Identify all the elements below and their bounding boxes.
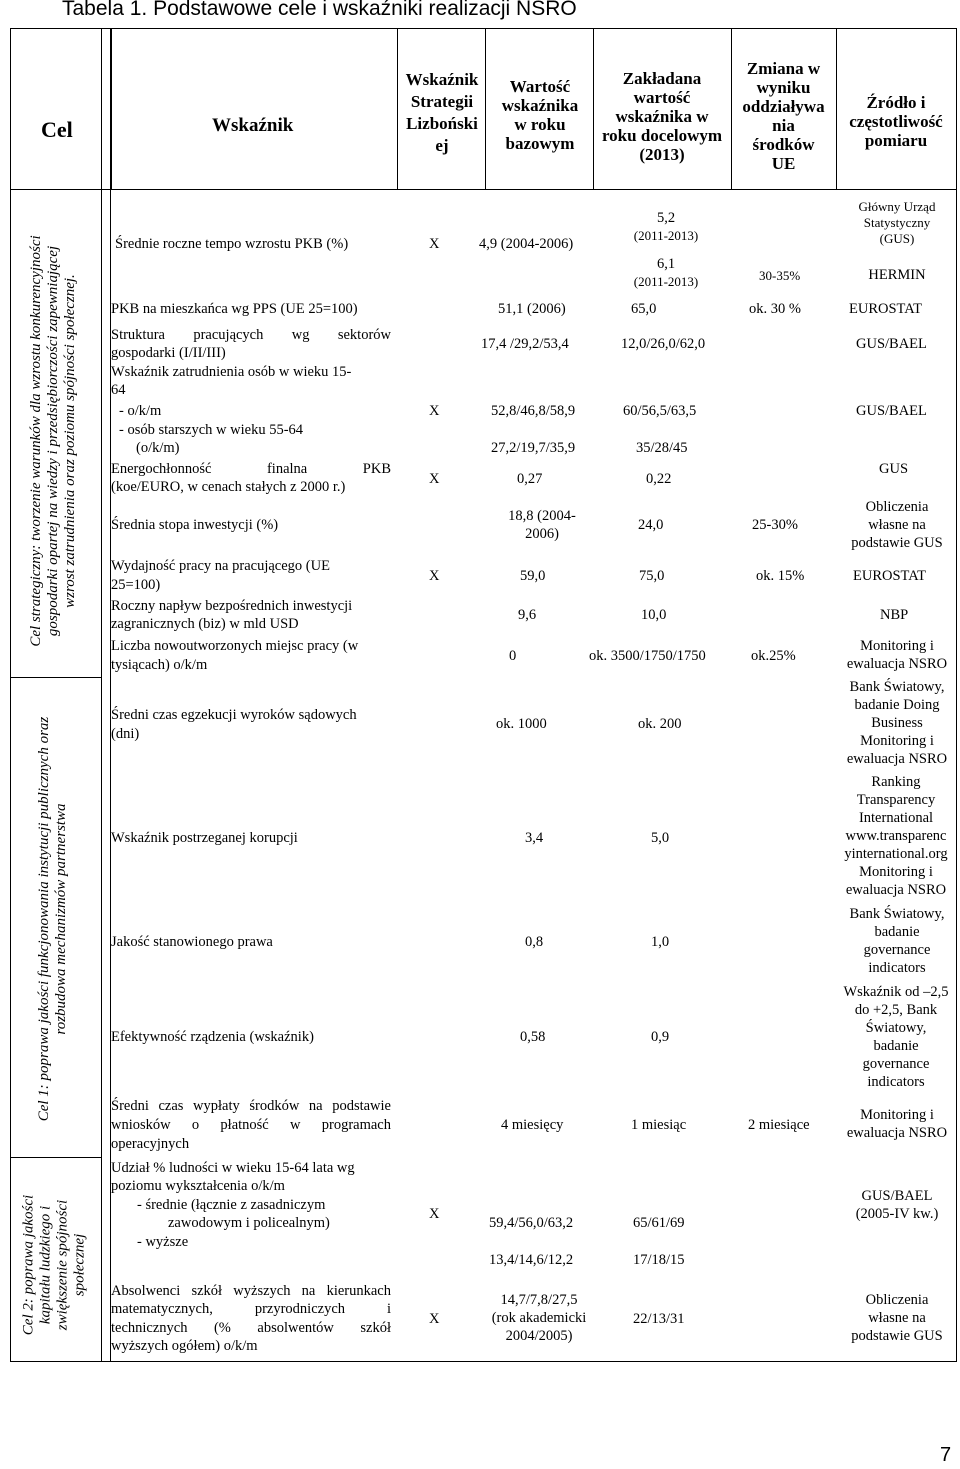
row-miejsca-bazowa: 0 [509,648,517,664]
row-prawo-docelowa: 1,0 [651,934,670,950]
row-inwestycje-docelowa: 24,0 [638,517,664,533]
row-naplyw-zrodlo: NBP [880,607,909,623]
row-struktura-bazowa: 17,4 /29,2/53,4 [481,336,569,352]
row-zatrudnienie-bazowa2: 27,2/19,7/35,9 [491,440,576,456]
page-number: 7 [940,1444,952,1466]
row-rzadzenie-name: Efektywność rządzenia (wskaźnik) [111,1029,314,1045]
row-prawo-bazowa: 0,8 [525,934,544,950]
header-bazowa: Wartość [509,77,571,96]
row-korupcja-docelowa: 5,0 [651,830,670,846]
goal-2: Cel 2: poprawa jakości kapitału ludzkiego i zwiększenie spójności społecznej [20,1194,88,1336]
row-pkb-tempo-x: X [429,236,440,252]
row-wydajnosc-docelowa: 75,0 [639,568,665,584]
row-miejsca-docelowa: ok. 3500/1750/1750 [589,648,706,664]
row-korupcja-bazowa: 3,4 [525,830,544,846]
row-pkb-pps-docelowa: 65,0 [631,301,657,317]
row-wydajnosc-zmiana: ok. 15% [756,568,805,584]
row-absolwenci-name: Absolwenci szkół wyższych na kierunkach [111,1283,391,1299]
row-energo-bazowa: 0,27 [517,471,543,487]
row-absolwenci-zrodlo: Obliczenia własne na podstawie GUS [851,1292,943,1344]
row-wyksztalcenie-docelowa1: 65/61/69 [633,1215,685,1231]
row-wyksztalcenie-bazowa1: 59,4/56,0/63,2 [489,1215,574,1231]
row-pkb-tempo-zmiana: 30-35% [759,268,801,283]
row-zatrudnienie-docelowa1: 60/56,5/63,5 [623,403,697,419]
col-divider [101,29,102,1361]
row-energo-x: X [429,471,440,487]
row-absolwenci-bazowa: 14,7/7,8/27,5 (rok akademicki 2004/2005) [491,1292,587,1344]
goal-divider [11,1157,101,1158]
indicators-table: Cel Wskaźnik Wskaźnik Strategii Lizboński ej Wartość wskaźnika w roku bazowym Zakładana wartość wskaźnika w roku docelowym (2013) Zmiana w wyniku oddziaływa nia środków UE Źródło i częstotliwość pomiaru Cel strategiczny: tworzenie warunków dla wzrostu konkurencyjności gospodarki opartej na wiedzy i przedsiębiorczości zapewniającej wzrost zatrudnienia oraz poziomu spójności społecznej. Cel 1: poprawa jakości funkcjonowania instytucji publicznych oraz rozbudowa mechanizmów partnerstwa Cel 2: poprawa jakości kapitału ludzkiego i zwiększenie spójności społecznej Średnie roczne tempo wzrostu PKB (%) X 4,9 (2004-2006) 5,2 (2011-2013) 6,1 (2011-2013) 30-35% Główny Urząd Statystyczny (GUS) HERMIN PKB na mieszkańca wg PPS (UE 25=100) 51,1 (2006) 65,0 ok. 30 % EUROSTAT Struktura pracujących wg sektorów gospodarki (I/II/III) 17,4 /29,2/53,4 12,0/26,0/62,0 GUS/BAEL Wskaźnik zatrudnienia osób w wieku 15- 64 - o/k/m - osób starszych w wieku 55-64 (o/k/m) X 52,8/46,8/58,9 27,2/19,7/35,9 60/56,5/63,5 35/28/45 GUS/BAEL Energochłonność finalna PKB (koe/EURO, w cenach stałych z 2000 r.) X 0,27 0,22 GUS Średnia stopa inwestycji (%) 18,8 (2004- 2006) 24,0 25-30% Obliczenia własne na podstawie GUS Wydajność pracy na pracującego (UE 25=100) X 59,0 75,0 ok. 15% EUROSTAT Roczny napływ bezpośrednich inwestycji zagranicznych (biz) w mld USD 9,6 10,0 NBP Liczba nowoutworzonych miejsc pracy (w tysiącach) o/k/m 0 ok. 3500/1750/1750 ok.25% Monitoring i ewaluacja NSRO Średni czas egzekucji wyroków sądowych (dni) ok. 1000 ok. 200 Bank Światowy, badanie Doing Business Monitoring i ewaluacja NSRO Wskaźnik postrzeganej korupcji 3,4 5,0 Ranking Transparency International www.transparenc yinternational.org Monitoring i ewaluacja NSRO Jakość stanowionego prawa 0,8 1,0 Bank Światowy, badanie governance indicators Efektywność rządzenia (wskaźnik) 0,58 0,9 Wskaźnik od –2,5 do +2,5, Bank Światowy, badanie governance indicators Średni czas wypłaty środków na podstawie wniosków o płatność w programach operacyjnych 4 miesięcy 1 miesiąc 2 miesiące Monitoring i ewaluacja NSRO Udział % ludności w wieku 15-64 lata wg poziomu wykształcenia o/k/m - średnie (łącznie z zasadniczym zawodowym i policealnym) - wyższe X 59,4/56,0/63,2 13,4/14,6/12,2 65/61/69 17/18/15 GUS/BAEL (2005-IV kw.) Absolwenci szkół wyższych na kierunkach matematycznych, przyrodniczych i technicznych (% absolwentów szkół wyższych ogółem) o/k/m X 14,7/7,8/27,5 (rok akademicki 2004/2005) 22/13/31 Obliczenia własne na podstawie GUS [10,28,957,1362]
row-pkb-tempo-zrodlo2: HERMIN [868,267,926,283]
row-pkb-pps-zmiana: ok. 30 % [749,301,801,317]
row-pkb-tempo-name: Średnie roczne tempo wzrostu PKB (%) [115,236,349,252]
row-pkb-tempo-docelowa2: 6,1 [656,256,676,272]
row-wyplata-name: Średni czas wypłaty środków na podstawie [111,1098,391,1114]
row-wyksztalcenie-zrodlo: GUS/BAEL (2005-IV kw.) [855,1188,939,1222]
row-rzadzenie-docelowa: 0,9 [651,1029,670,1045]
row-korupcja-name: Wskaźnik postrzeganej korupcji [111,830,298,846]
goal-strategic: Cel strategiczny: tworzenie warunków dla wzrostu konkurencyjności gospodarki opartej na wiedzy i przedsiębiorczości zapewniającej wzrost zatrudnienia oraz poziomu spójności społecznej. [28,235,78,647]
row-zatrudnienie-zrodlo: GUS/BAEL [856,403,927,419]
row-miejsca-name: Liczba nowoutworzonych miejsc pracy (w [111,638,359,654]
row-egzekucja-docelowa: ok. 200 [638,716,682,732]
row-struktura-name: Struktura pracujących wg sektorów [111,327,391,343]
row-struktura-zrodlo: GUS/BAEL [856,336,927,352]
col-divider [111,29,112,189]
header-divider [11,189,956,190]
row-pkb-tempo-bazowa: 4,9 (2004-2006) [479,236,574,252]
row-wyplata-zmiana: 2 miesiące [748,1117,810,1133]
row-inwestycje-zrodlo: Obliczenia własne na podstawie GUS [851,499,943,551]
row-absolwenci-docelowa: 22/13/31 [633,1311,685,1327]
row-egzekucja-name: Średni czas egzekucji wyroków sądowych [111,707,357,723]
row-wyksztalcenie-x: X [429,1206,440,1222]
row-zatrudnienie-bazowa1: 52,8/46,8/58,9 [491,403,576,419]
row-energo-docelowa: 0,22 [646,471,672,487]
row-prawo-name: Jakość stanowionego prawa [111,934,273,950]
row-absolwenci-x: X [429,1311,440,1327]
row-energo-name: Energochłonność finalna PKB [111,461,391,477]
header-wskaznik: Wskaźnik [212,115,294,136]
row-prawo-zrodlo: Bank Światowy, badanie governance indicators [849,906,945,976]
goal-1: Cel 1: poprawa jakości funkcjonowania instytucji publicznych oraz rozbudowa mechanizmów partnerstwa [36,716,69,1122]
row-pkb-pps-bazowa: 51,1 (2006) [498,301,566,317]
row-wydajnosc-bazowa: 59,0 [520,568,546,584]
row-wydajnosc-zrodlo: EUROSTAT [853,568,926,584]
header-zrodlo: Źródło i [866,93,926,112]
row-korupcja-zrodlo: Ranking Transparency International www.transparenc yinternational.org Monitoring i ewaluacja NSRO [844,774,948,898]
row-wydajnosc-name: Wydajność pracy na pracującego (UE [111,558,330,574]
row-rzadzenie-zrodlo: Wskaźnik od –2,5 do +2,5, Bank Światowy, badanie governance indicators [843,984,949,1090]
row-zatrudnienie-docelowa2: 35/28/45 [636,440,688,456]
row-wyksztalcenie-docelowa2: 17/18/15 [633,1252,685,1268]
row-wyplata-zrodlo: Monitoring i ewaluacja NSRO [846,1107,948,1141]
header-strategii: Wskaźnik [405,70,479,89]
row-pkb-tempo-zrodlo1: Główny Urząd Statystyczny (GUS) [858,199,936,246]
row-zatrudnienie-name: Wskaźnik zatrudnienia osób w wieku 15- [111,364,352,380]
row-egzekucja-bazowa: ok. 1000 [496,716,547,732]
row-pkb-pps-name: PKB na mieszkańca wg PPS (UE 25=100) [111,301,358,317]
row-wyplata-docelowa: 1 miesiąc [631,1117,687,1133]
row-naplyw-name: Roczny napływ bezpośrednich inwestycji [111,598,353,614]
row-wydajnosc-x: X [429,568,440,584]
row-miejsca-zrodlo: Monitoring i ewaluacja NSRO [846,638,948,672]
header-docelowa: Zakładana [622,69,702,88]
header-zmiana: Zmiana w [746,59,821,78]
table-caption: Tabela 1. Podstawowe cele i wskaźniki realizacji NSRO [62,0,577,20]
row-energo-zrodlo: GUS [879,461,909,477]
row-naplyw-docelowa: 10,0 [641,607,667,623]
row-zatrudnienie-x: X [429,403,440,419]
header-cel: Cel [41,117,73,142]
row-inwestycje-bazowa: 18,8 (2004- 2006) [508,508,576,542]
row-wyplata-bazowa: 4 miesięcy [501,1117,564,1133]
row-inwestycje-zmiana: 25-30% [752,517,798,533]
row-naplyw-bazowa: 9,6 [518,607,537,623]
row-wyksztalcenie-name: Udział % ludności w wieku 15-64 lata wg [111,1160,355,1176]
row-pkb-tempo-docelowa1: 5,2 [656,210,676,226]
row-pkb-pps-zrodlo: EUROSTAT [849,301,922,317]
row-egzekucja-zrodlo: Bank Światowy, badanie Doing Business Monitoring i ewaluacja NSRO [846,679,948,767]
row-rzadzenie-bazowa: 0,58 [520,1029,546,1045]
row-inwestycje-name: Średnia stopa inwestycji (%) [111,517,279,533]
row-miejsca-zmiana: ok.25% [751,648,796,664]
row-struktura-docelowa: 12,0/26,0/62,0 [621,336,706,352]
row-wyksztalcenie-bazowa2: 13,4/14,6/12,2 [489,1252,574,1268]
